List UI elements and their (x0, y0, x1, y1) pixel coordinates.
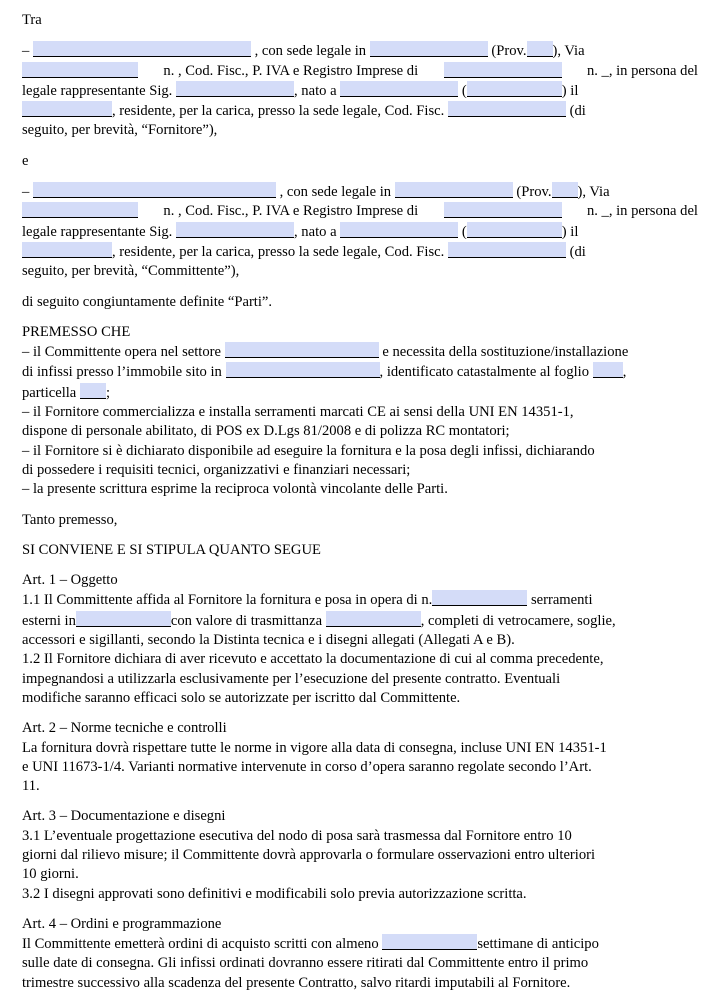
premesso-section: PREMESSO CHE – il Committente opera nel settore e necessita della sostituzione/installazione di infissi presso l’immobile sito in , identificato catastalmente al foglio , particella ; – il Fornitore commercializza e installa serramenti marcati CE ai sensi della UNI EN 14351-1, dispone di personale abilitato, di POS ex D.Lgs 81/2008 e di polizza RC montatori; – il Fornitore si è dichiarato disponibile ad eseguire la fornitura e la posa degli infissi, dichiarando di possedere i requisiti tecnici, organizzativi e finanziari necessari; – la presente scrittura esprime la reciproca volontà vincolante delle Parti. (22, 323, 698, 500)
art4-section: Art. 4 – Ordini e programmazione Il Committente emetterà ordini di acquisto scritti con almeno settimane di anticipo sulle date di consegna. Gli infissi ordinati dovranno essere ritirati dal Committente entro il primo trimestre successivo alla scadenza del presente Contratto, salvo ritardi imputabili al Fornitore. (22, 915, 698, 993)
trasmittanza-field[interactable] (326, 611, 421, 627)
fornitore-cf-field[interactable] (448, 101, 566, 117)
si-conviene: SI CONVIENE E SI STIPULA QUANTO SEGUE (22, 541, 321, 558)
art3-section: Art. 3 – Documentazione e disegni 3.1 L’eventuale progettazione esecutiva del nodo di posa sarà trasmessa dal Fornitore entro 10 giorni dal rilievo misure; il Committente dovrà approvarla o formulare osservazioni entro ulteriori 10 giorni. 3.2 I disegni approvati sono definitivi e modificabili solo previa autorizzazione scritta. (22, 807, 698, 903)
art1-title: Art. 1 – Oggetto (22, 572, 118, 589)
fornitore-prov-field[interactable] (527, 41, 553, 57)
committente-name-field[interactable] (33, 182, 276, 198)
premesso-title: PREMESSO CHE (22, 323, 131, 340)
fornitore-registro-field[interactable] (444, 62, 562, 78)
committente-registro-field[interactable] (444, 202, 562, 218)
intro-tra: Tra (22, 12, 42, 28)
particella-field[interactable] (80, 383, 106, 399)
fornitore-provincia-nascita-field[interactable] (467, 81, 562, 97)
art2-title: Art. 2 – Norme tecniche e controlli (22, 720, 227, 737)
committente-prov-field[interactable] (552, 182, 578, 198)
art1-section: Art. 1 – Oggetto 1.1 Il Committente affida al Fornitore la fornitura e posa in opera di n. serramenti esterni in con valore di trasmittanza , completi di vetrocamere, soglie, accessori e sigillanti, secondo la Distinta tecnica e i disegni allegati (Allegati A e B). 1.2 Il Fornitore dichiara di aver ricevuto e accettato la documentazione di cui al comma precedente, impegnandosi a utilizzarla esclusivamente per l’esecuzione del presente contratto. Eventuali modifiche saranno efficaci solo se autorizzate per iscritto dal Committente. (22, 571, 698, 708)
committente-data-nascita-field[interactable] (22, 242, 112, 258)
committente-rappresentante-field[interactable] (176, 222, 294, 238)
committente-via-field[interactable] (22, 202, 138, 218)
art4-title: Art. 4 – Ordini e programmazione (22, 915, 222, 932)
fornitore-name-field[interactable] (33, 41, 251, 57)
numero-serramenti-field[interactable] (432, 590, 527, 606)
immobile-field[interactable] (226, 362, 380, 378)
committente-sede-field[interactable] (395, 182, 513, 198)
settimane-anticipo-field[interactable] (382, 934, 477, 950)
materiale-field[interactable] (76, 611, 171, 627)
committente-provincia-nascita-field[interactable] (467, 222, 562, 238)
fornitore-nato-field[interactable] (340, 81, 458, 97)
settore-field[interactable] (225, 342, 379, 358)
foglio-field[interactable] (593, 362, 623, 378)
fornitore-rappresentante-field[interactable] (176, 81, 294, 97)
party-fornitore: – , con sede legale in (Prov. ), Via n. , Cod. Fisc., P. IVA e Registro Imprese di n. _, in persona del legale rappresentante Sig. , nato a ( ) il , residente, per la carica, presso la sede legale, Cod. Fisc. (di seguito, per brevità, “Fornitore”), (22, 43, 698, 139)
tanto-premesso: Tanto premesso, (22, 511, 118, 528)
intro-parti: di seguito congiuntamente definite “Parti”. (22, 293, 273, 310)
fornitore-data-nascita-field[interactable] (22, 101, 112, 117)
intro-e: e (22, 152, 29, 169)
fornitore-via-field[interactable] (22, 62, 138, 78)
committente-cf-field[interactable] (448, 242, 566, 258)
committente-nato-field[interactable] (340, 222, 458, 238)
art2-section: Art. 2 – Norme tecniche e controlli La fornitura dovrà rispettare tutte le norme in vigore alla data di consegna, incluse UNI EN 14351-1 e UNI 11673-1/4. Varianti normative intervenute in corso d’opera saranno regolate secondo l’Art. 11. (22, 719, 698, 796)
party-committente: – , con sede legale in (Prov. ), Via n. , Cod. Fisc., P. IVA e Registro Imprese di n. _, in persona del legale rappresentante Sig. , nato a ( ) il , residente, per la carica, presso la sede legale, Cod. Fisc. (di seguito, per brevità, “Committente”), (22, 184, 698, 280)
art3-title: Art. 3 – Documentazione e disegni (22, 808, 226, 825)
fornitore-sede-field[interactable] (370, 41, 488, 57)
